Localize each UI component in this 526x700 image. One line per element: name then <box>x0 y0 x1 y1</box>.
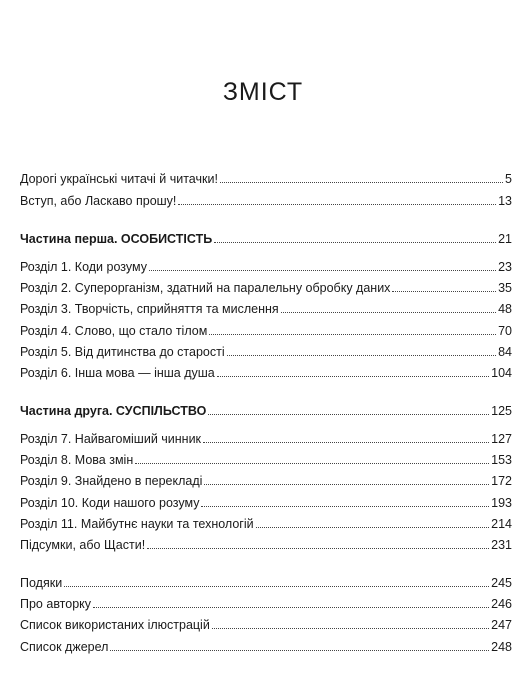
toc-entry-label: Список використаних ілюстрацій <box>20 618 210 632</box>
toc-entry-label: Розділ 9. Знайдено в перекладі <box>20 474 203 488</box>
toc-entry-page: 214 <box>491 517 512 531</box>
toc-entry-page: 153 <box>491 453 512 467</box>
toc-leader-dots <box>64 586 489 587</box>
toc-entry-page: 231 <box>491 538 512 552</box>
toc-entry-label: Розділ 10. Коди нашого розуму <box>20 496 200 510</box>
toc-leader-dots <box>217 376 489 377</box>
toc-leader-dots <box>110 650 489 651</box>
toc-leader-dots <box>201 506 489 507</box>
toc-entry-page: 13 <box>498 194 512 208</box>
toc-entry <box>20 612 512 632</box>
toc-entry <box>20 188 512 208</box>
toc-leader-dots <box>281 312 496 313</box>
toc-entry-page: 246 <box>491 597 512 611</box>
toc-entry <box>20 254 512 274</box>
toc-entry-page: 48 <box>498 302 512 316</box>
toc-entry-label: Розділ 2. Суперорганізм, здатний на паралельну обробку даних <box>20 281 391 295</box>
toc-leader-dots <box>178 204 496 205</box>
toc-entry-label: Підсумки, або Щасти! <box>20 538 146 552</box>
toc-entry-page: 70 <box>498 324 512 338</box>
toc-entry-label: Розділ 7. Найвагоміший чинник <box>20 432 202 446</box>
toc-entry <box>20 360 512 380</box>
toc-entry <box>20 447 512 467</box>
toc-entry-page: 172 <box>491 474 512 488</box>
page-title: ЗМІСТ <box>222 78 304 106</box>
toc-entry-page: 84 <box>498 345 512 359</box>
toc-entry <box>20 591 512 611</box>
toc-entry-page: 23 <box>498 260 512 274</box>
toc-leader-dots <box>204 484 489 485</box>
toc-entry <box>20 634 512 654</box>
toc-entry-label: Вступ, або Ласкаво прошу! <box>20 194 177 208</box>
toc-entry-page: 5 <box>505 172 512 186</box>
toc-entry-label: Розділ 4. Слово, що стало тілом <box>20 324 208 338</box>
toc-entry <box>20 275 512 295</box>
toc-leader-dots <box>149 270 496 271</box>
toc-leader-dots <box>209 334 496 335</box>
toc-leader-dots <box>220 182 503 183</box>
toc-leader-dots <box>392 291 496 292</box>
toc-entry-page: 245 <box>491 576 512 590</box>
toc-entry-page: 125 <box>491 404 512 418</box>
toc-leader-dots <box>214 242 496 243</box>
toc-entry-label: Розділ 11. Майбутнє науки та технологій <box>20 517 254 531</box>
toc-leader-dots <box>256 527 490 528</box>
toc-leader-dots <box>147 548 489 549</box>
toc-entry-label: Список джерел <box>20 640 109 654</box>
toc-entry-label: Розділ 6. Інша мова — інша душа <box>20 366 215 380</box>
toc-entry <box>20 570 512 590</box>
toc-entry <box>20 339 512 359</box>
toc-entry-label: Дорогі українські читачі й читачки! <box>20 172 218 186</box>
toc-entry <box>20 166 512 186</box>
toc-entry-label: Розділ 5. Від дитинства до старості <box>20 345 225 359</box>
toc-entry-page: 104 <box>491 366 512 380</box>
toc-entry-page: 193 <box>491 496 512 510</box>
toc-entry-page: 247 <box>491 618 512 632</box>
toc-leader-dots <box>208 414 489 415</box>
toc-entry <box>20 318 512 338</box>
toc-part-heading <box>20 398 512 418</box>
toc-entry-page: 127 <box>491 432 512 446</box>
toc-entry <box>20 511 512 531</box>
toc-entry-label: Частина перша. ОСОБИСТІСТЬ <box>20 232 213 246</box>
toc-entry-label: Розділ 8. Мова змін <box>20 453 134 467</box>
toc-entry-page: 21 <box>498 232 512 246</box>
toc-leader-dots <box>227 355 496 356</box>
toc-entry-label: Розділ 1. Коди розуму <box>20 260 147 274</box>
toc-entry <box>20 296 512 316</box>
toc-entry <box>20 532 512 552</box>
toc-leader-dots <box>93 607 489 608</box>
toc-entry-label: Про авторку <box>20 597 92 611</box>
toc-entry <box>20 426 512 446</box>
toc-leader-dots <box>212 628 489 629</box>
toc-part-heading <box>20 226 512 246</box>
toc-entry-label: Розділ 3. Творчість, сприйняття та мислення <box>20 302 279 316</box>
toc-entry-label: Частина друга. СУСПІЛЬСТВО <box>20 404 207 418</box>
toc-entry <box>20 490 512 510</box>
toc-entry-page: 248 <box>491 640 512 654</box>
toc-leader-dots <box>135 463 489 464</box>
toc-entry-label: Подяки <box>20 576 63 590</box>
toc-entry-page: 35 <box>498 281 512 295</box>
toc-leader-dots <box>203 442 489 443</box>
toc-entry <box>20 468 512 488</box>
